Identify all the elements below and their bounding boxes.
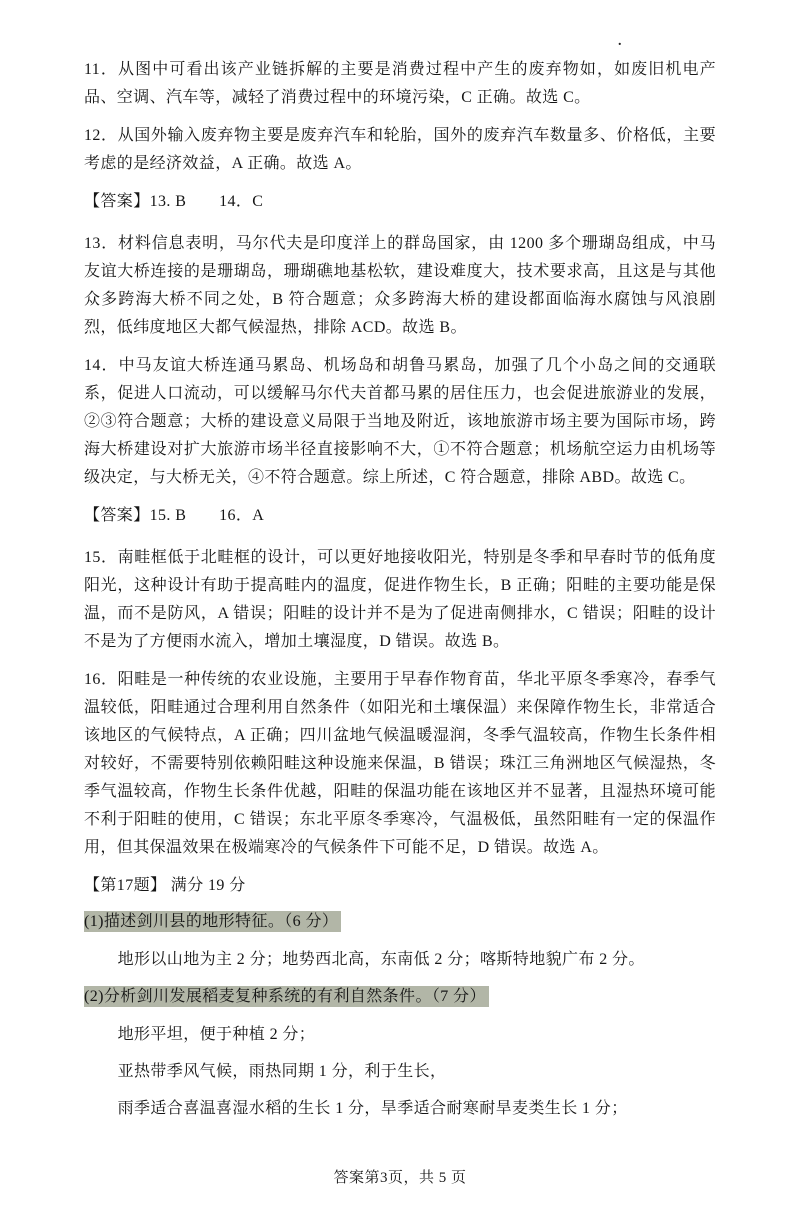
stray-mark: . <box>618 34 622 49</box>
answer-key-13-14: 【答案】13. B 14．C <box>84 193 264 210</box>
answer-key-15-16: 【答案】15. B 16．A <box>84 507 265 524</box>
explanation-q15: 15．南畦框低于北畦框的设计，可以更好地接收阳光，特别是冬季和早春时节的低角度阳光，这种设计有助于提高畦内的温度，促进作物生长，B 正确；阳畦的主要功能是保温，而不是防风，A 错误；阳畦的设计并不是为了促进南侧排水，C 错误；阳畦的设计不是为了方便雨水流入，增加土壤湿度，D 错误。故选 B。 <box>84 549 716 650</box>
q17-part2-prompt-highlight: (2)分析剑川发展稻麦复种系统的有利自然条件。（7 分） <box>84 986 489 1007</box>
page-footer: 答案第3页，共 5 页 <box>333 1170 467 1186</box>
explanation-q13: 13．材料信息表明，马尔代夫是印度洋上的群岛国家，由 1200 多个珊瑚岛组成，中马友谊大桥连接的是珊瑚岛，珊瑚礁地基松软，建设难度大，技术要求高，且这是与其他众多跨海大桥不同之处，B 符合题意；众多跨海大桥的建设都面临海水腐蚀与风浪剧烈，低纬度地区大都气候湿热，排除 ACD。故选 B。 <box>84 235 716 336</box>
explanation-q14: 14．中马友谊大桥连通马累岛、机场岛和胡鲁马累岛，加强了几个小岛之间的交通联系，促进人口流动，可以缓解马尔代夫首都马累的居住压力，也会促进旅游业的发展，②③符合题意；大桥的建设意义局限于当地及附近，该地旅游市场主要为国际市场，跨海大桥建设对扩大旅游市场半径直接影响不大，①不符合题意；机场航空运力由机场等级决定，与大桥无关，④不符合题意。综上所述，C 符合题意，排除 ABD。故选 C。 <box>84 357 716 486</box>
q17-part2-prompt <box>84 983 716 1011</box>
q17-part2-answer-line2: 亚热带季风气候，雨热同期 1 分，利于生长， <box>117 1063 447 1080</box>
q17-part2-answer-line1: 地形平坦，便于种植 2 分； <box>117 1026 316 1043</box>
q17-part1-answer: 地形以山地为主 2 分；地势西北高，东南低 2 分；喀斯特地貌广布 2 分。 <box>117 951 645 968</box>
q17-part2-answer-line3: 雨季适合喜温喜湿水稻的生长 1 分，旱季适合耐寒耐旱麦类生长 1 分； <box>117 1100 628 1117</box>
q17-part1-prompt-highlight: (1)描述剑川县的地形特征。（6 分） <box>84 911 341 932</box>
explanation-q12: 12．从国外输入废弃物主要是废弃汽车和轮胎，国外的废弃汽车数量多、价格低，主要考虑的是经济效益，A 正确。故选 A。 <box>84 127 716 172</box>
explanation-q16: 16．阳畦是一种传统的农业设施，主要用于早春作物育苗，华北平原冬季寒冷，春季气温较低，阳畦通过合理利用自然条件（如阳光和土壤保温）来保障作物生长，非常适合该地区的气候特点，A 正确；四川盆地气候温暖湿润，冬季气温较高，作物生长条件相对较好，不需要特别依赖阳畦这种设施来保温，B 错误；珠江三角洲地区气候湿热，冬季气温较高，作物生长条件优越，阳畦的保温功能在该地区并不显著，且湿热环境可能不利于阳畦的使用，C 错误；东北平原冬季寒冷，气温极低，虽然阳畦有一定的保温作用，但其保温效果在极端寒冷的气候条件下可能不足，D 错误。故选 A。 <box>84 671 716 856</box>
q17-part1-prompt <box>84 908 716 936</box>
question-17-heading: 【第17题】 满分 19 分 <box>84 877 246 894</box>
explanation-q11: 11．从图中可看出该产业链拆解的主要是消费过程中产生的废弃物如，如废旧机电产品、空调、汽车等，减轻了消费过程中的环境污染，C 正确。故选 C。 <box>84 61 716 106</box>
